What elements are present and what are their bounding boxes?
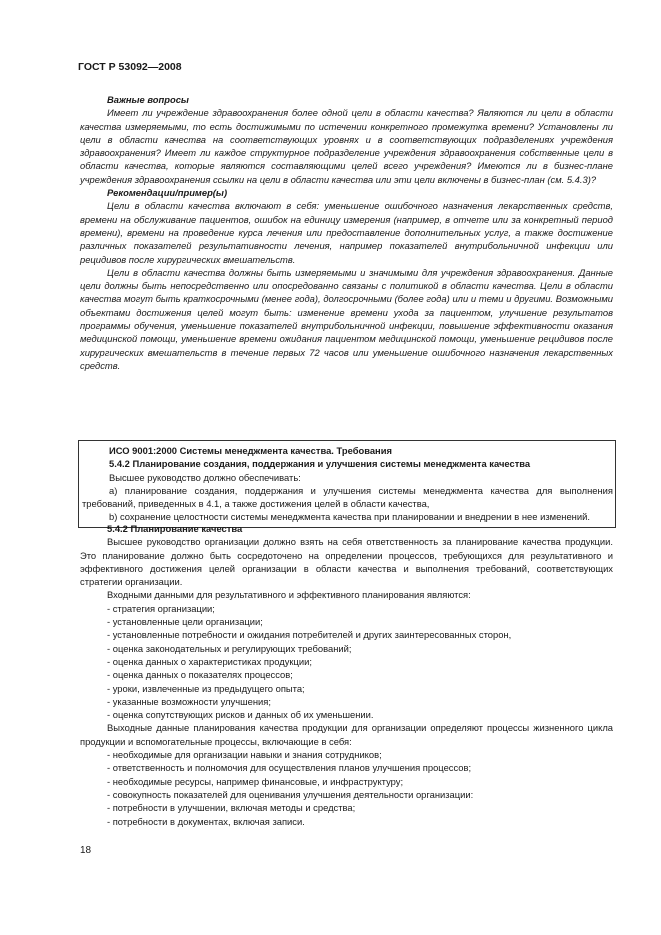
list-item: - уроки, извлеченные из предыдущего опыта; — [107, 682, 305, 694]
section-heading: 5.4.2 Планирование качества — [107, 523, 243, 534]
list-item: - потребности в улучшении, включая методы и средства; — [107, 802, 356, 814]
inputs-list — [80, 602, 613, 722]
important-questions-section — [80, 93, 613, 372]
list-item: - оценка сопутствующих рисков и данных об их уменьшении. — [107, 709, 374, 721]
list-item: - потребности в документах, включая записи. — [107, 815, 305, 827]
section-paragraph: Цели в области качества включают в себя: уменьшение ошибочного назначения лекарственных средств, времени на обслуживание пациентов, ошибок на единицу измерения (например, в отчете или за конкретный период времени), времени на проведение курса лечения или предоставление дополнительных услуг, а также достижение различных показателей результативности лечения, например показателей внутрибольничной инфекции или рецидивов после хирургических вмешательств. — [80, 200, 613, 265]
box-subtitle: 5.4.2 Планирование создания, поддержания и улучшения системы менеджмента качества — [109, 458, 531, 470]
document-header: ГОСТ Р 53092—2008 — [78, 61, 182, 73]
section-paragraph: Высшее руководство организации должно взять на себя ответственность за планирование качества продукции. Это планирование должно быть сосредоточено на определении процессов, требующихся для результативного и эффективного достижения целей организации в области качества и выполнения требований, соответствующих стратегии организации. — [80, 536, 613, 588]
page-number: 18 — [80, 845, 92, 856]
iso-requirements-box — [78, 440, 616, 528]
list-item: - оценка данных о показателях процессов; — [107, 669, 293, 681]
section-heading: Важные вопросы — [107, 94, 189, 105]
box-item-a: a) планирование создания, поддержания и улучшения системы менеджмента качества для выполнения требований, приведенных в 4.1, а также достижения целей в области качества, — [82, 484, 613, 510]
quality-planning-section — [80, 522, 613, 828]
section-paragraph: Имеет ли учреждение здравоохранения более одной цели в области качества? Являются ли цели в области качества измеряемыми, то есть достижимыми по истечении конкретного промежутка времени? Установлены ли цели в области качества на соответствующих уровнях и в соответствующих подразделениях учреждения здравоохранения? Имеет ли каждое структурное подразделение учреждения здравоохранения собственные цели в области качества, которые являются составляющими целей всего учреждения? Имеются ли в бизнес-плане учреждения здравоохранения ссылки на цели в области качества или эти цели включены в бизнес-план (см. 5.4.3)? — [80, 107, 613, 185]
section-heading: Рекомендации/пример(ы) — [107, 187, 228, 199]
list-item: - совокупность показателей для оценивания улучшения деятельности организации: — [107, 788, 474, 800]
list-item: - оценка данных о характеристиках продукции; — [107, 655, 312, 667]
box-title: ИСО 9001:2000 Системы менеджмента качества. Требования — [109, 445, 392, 456]
outputs-list — [80, 748, 613, 828]
list-item: - стратегия организации; — [107, 602, 215, 614]
box-intro: Высшее руководство должно обеспечивать: — [109, 471, 301, 483]
list-item: - установленные потребности и ожидания потребителей и других заинтересованных сторон, — [107, 629, 512, 641]
list-item: - ответственность и полномочия для осуществления планов улучшения процессов; — [107, 762, 472, 774]
outputs-intro: Выходные данные планирования качества продукции для организации определяют процессы жизненного цикла продукции и вспомогательные процессы, включающие в себя: — [80, 722, 613, 747]
list-item: - необходимые ресурсы, например финансовые, и инфраструктуру; — [107, 775, 404, 787]
list-item: - указанные возможности улучшения; — [107, 695, 271, 707]
list-item: - оценка законодательных и регулирующих требований; — [107, 642, 352, 654]
inputs-intro: Входными данными для результативного и эффективного планирования являются: — [107, 589, 471, 601]
list-item: - установленные цели организации; — [107, 616, 263, 628]
box-item-b: b) сохранение целостности системы менеджмента качества при планировании и внедрении в нее изменений. — [109, 511, 590, 523]
section-paragraph: Цели в области качества должны быть измеряемыми и значимыми для учреждения здравоохранения. Данные цели должны быть непосредственно или опосредованно связаны с политикой в области качества. Цели в области качества могут быть краткосрочными (менее года), долгосрочными (более года) или и теми и другими. Возможными объектами достижения целей могут быть: изменение времени ухода за пациентом, улучшение результатов программы обучения, уменьшение показателей внутрибольничной инфекции, повышение эффективности оказания медицинской помощи, уменьшение времени ожидания пациентом медицинской помощи, уменьшение рецидивов после хирургических вмешательств в течение первых 72 часов или уменьшение ошибочного назначения лекарственных средств. — [80, 266, 613, 371]
list-item: - необходимые для организации навыки и знания сотрудников; — [107, 749, 382, 761]
